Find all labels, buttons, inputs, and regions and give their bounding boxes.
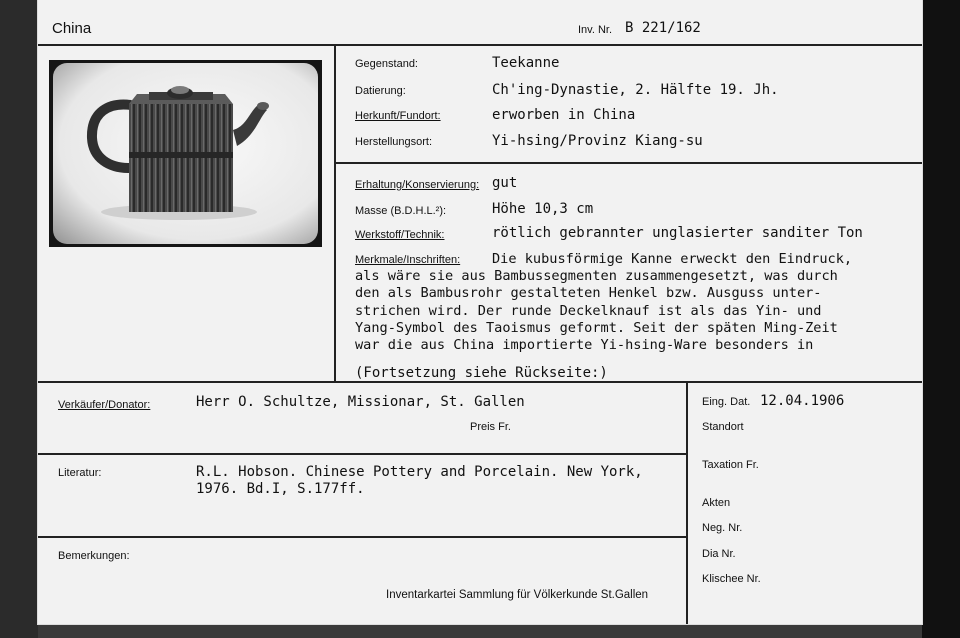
seller-label: Verkäufer/Donator:: [58, 399, 151, 411]
merkmale-line-4: strichen wird. Der runde Deckelknauf ist als das Yin- und: [355, 302, 822, 319]
scan-background-left: [0, 0, 38, 638]
teapot-illustration: [49, 60, 322, 247]
continuation-note: (Fortsetzung siehe Rückseite:): [355, 365, 608, 381]
region: China: [52, 20, 92, 37]
akten-label: Akten: [702, 497, 731, 509]
herstellungsort-value: Yi-hsing/Provinz Kiang-su: [492, 133, 703, 149]
preis-label: Preis Fr.: [470, 421, 511, 433]
scan-background-right: [922, 0, 960, 638]
merkmale-line-6: war die aus China importierte Yi-hsing-Ware besonders in: [355, 337, 814, 354]
rule-object: [334, 162, 922, 164]
gegenstand-value: Teekanne: [492, 55, 560, 71]
rule-literature: [38, 536, 686, 538]
rule-header: [38, 44, 922, 46]
rule-seller: [38, 453, 686, 455]
erhaltung-label: Erhaltung/Konservierung:: [355, 179, 480, 191]
gegenstand-label: Gegenstand:: [355, 58, 418, 70]
merkmale-line-1: Die kubusförmige Kanne erweckt den Eindruck,: [492, 251, 853, 267]
herkunft-value: erworben in China: [492, 107, 636, 123]
literature-label: Literatur:: [58, 467, 102, 479]
erhaltung-value: gut: [492, 175, 518, 191]
werkstoff-value: rötlich gebrannter unglasierter sanditer Ton: [492, 225, 863, 241]
literature-line-1: R.L. Hobson. Chinese Pottery and Porcelain. New York,: [196, 464, 643, 480]
inventory-card: [38, 0, 922, 624]
seller-value: Herr O. Schultze, Missionar, St. Gallen: [196, 394, 525, 410]
dia-nr-label: Dia Nr.: [702, 548, 736, 560]
eing-dat-value: 12.04.1906: [760, 393, 845, 409]
klischee-nr-label: Klischee Nr.: [702, 573, 761, 585]
literature-line-2: 1976. Bd.I, S.177ff.: [196, 481, 365, 497]
inv-number-value: B 221/162: [625, 20, 701, 36]
herkunft-label: Herkunft/Fundort:: [355, 110, 441, 122]
teapot-photo: [49, 60, 322, 247]
datierung-value: Ch'ing-Dynastie, 2. Hälfte 19. Jh.: [492, 82, 779, 98]
rule-main: [38, 381, 922, 383]
taxation-label: Taxation Fr.: [702, 459, 759, 471]
merkmale-line-2: als wäre sie aus Bambussegmenten zusammengesetzt, was durch: [355, 268, 838, 285]
inv-number-label: Inv. Nr.: [578, 24, 613, 36]
masse-label: Masse (B.D.H.L.²):: [355, 205, 447, 217]
herstellungsort-label: Herstellungsort:: [355, 136, 433, 148]
rule-photo-divider: [334, 44, 336, 382]
merkmale-line-3: den als Bambusrohr gestalteten Henkel bzw. Ausguss unter-: [355, 285, 822, 302]
datierung-label: Datierung:: [355, 85, 406, 97]
masse-value: Höhe 10,3 cm: [492, 201, 594, 217]
rule-sidebar-divider: [686, 381, 688, 624]
neg-nr-label: Neg. Nr.: [702, 522, 743, 534]
footer-text: Inventarkartei Sammlung für Völkerkunde St.Gallen: [386, 589, 649, 601]
merkmale-text: [355, 251, 915, 354]
werkstoff-label: Werkstoff/Technik:: [355, 229, 445, 241]
eing-dat-label: Eing. Dat.: [702, 396, 751, 408]
remarks-label: Bemerkungen:: [58, 550, 130, 562]
merkmale-label: Merkmale/Inschriften:: [355, 254, 461, 266]
standort-label: Standort: [702, 421, 744, 433]
merkmale-line-5: Yang-Symbol des Taoismus geformt. Seit der späten Ming-Zeit: [355, 319, 838, 336]
